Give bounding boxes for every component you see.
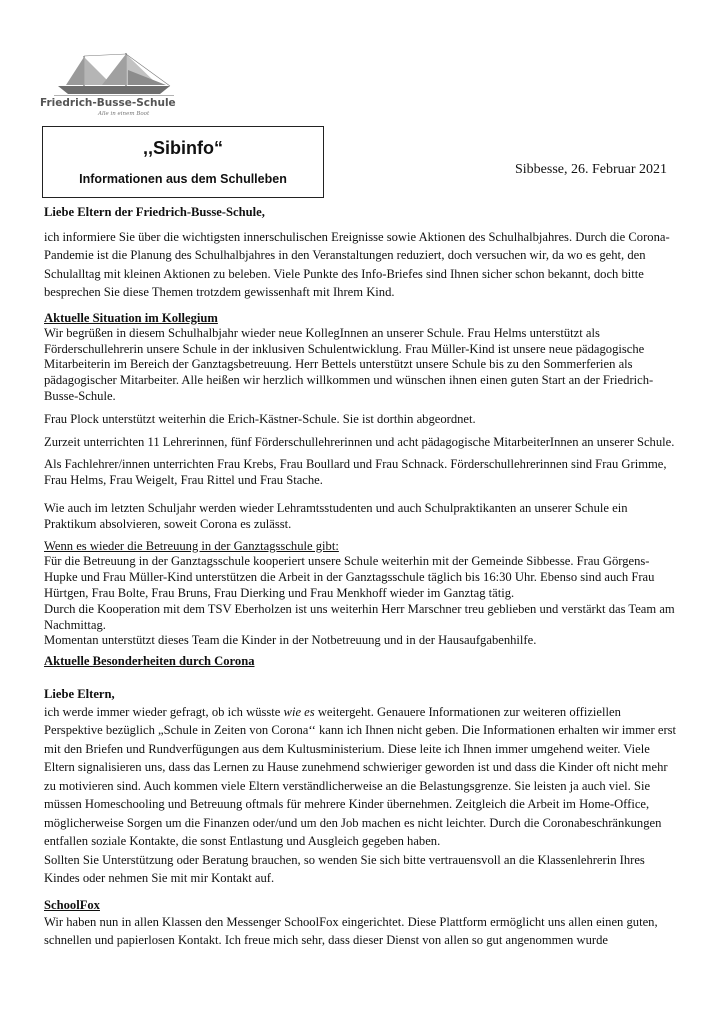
title-box — [42, 126, 324, 198]
school-name: Friedrich-Busse-Schule — [40, 97, 176, 109]
paragraph: Wir begrüßen in diesem Schulhalbjahr wieder neue KollegInnen an unserer Schule. Frau Helms unterstützt als Förderschullehrerin unsere Schule in der inklusiven Schulentwicklung. Frau Müller-Kind ist unsere neue pädagogische Mitarbeiterin im Bereich der Ganztagsbetreuung. Herr Bettels unterstützt unsere Schule bis zu den Sommerferien als pädagogischer Mitarbeiter. Alle heißen wir herzlich willkommen und wünschen ihnen einen guten Start an der Friedrich-Busse-Schule. — [44, 325, 654, 403]
sailboat-icon — [54, 52, 174, 96]
school-logo — [40, 52, 175, 122]
newsletter-title: ,,Sibinfo“ — [143, 138, 223, 158]
paragraph: Als Fachlehrer/innen unterrichten Frau Krebs, Frau Boullard und Frau Schnack. Förderschullehrerinnen sind Frau Grimme, Frau Helms, Frau Weigelt, Frau Rittel und Frau Stache. — [44, 457, 667, 488]
section-heading-corona: Aktuelle Besonderheiten durch Corona — [44, 654, 255, 669]
paragraph: Durch die Kooperation mit dem TSV Eberholzen ist uns weiterhin Herr Marschner treu geblieben und verstärkt das Team am Nachmittag. — [44, 601, 675, 632]
school-motto: Alle in einem Boot — [98, 111, 150, 117]
paragraph: Zurzeit unterrichten 11 Lehrerinnen, fünf Förderschullehrerinnen und acht pädagogische MitarbeiterInnen an unserer Schule. — [44, 434, 675, 449]
paragraph: Sollten Sie Unterstützung oder Beratung brauchen, so wenden Sie sich bitte vertrauensvoll an die Klassenlehrerin Ihres Kindes oder nehmen Sie mit mir Kontakt auf. — [44, 852, 645, 886]
paragraph: Wie auch im letzten Schuljahr werden wieder Lehramtsstudenten und auch Schulpraktikanten an unserer Schule ein Praktikum absolvieren, soweit Corona es zulässt. — [44, 500, 628, 531]
corona-greeting: Liebe Eltern, — [44, 687, 115, 702]
intro-paragraph: ich informiere Sie über die wichtigsten innerschulischen Ereignisse sowie Aktionen des Schulhalbjahres. Durch die Corona-Pandemie ist die Planung des Schulhalbjahres in den Veranstaltungen reduziert, doch versuchen wir, da wo es geht, den Schulalltag mit kleinen Aktionen zu beleben. Viele Punkte des Info-Briefes sind Ihnen sicher schon bekannt, doch bitte besprechen Sie diese Themen trotzdem gewissenhaft mit Ihrem Kind. — [44, 229, 670, 300]
section-heading-ganztag: Wenn es wieder die Betreuung in der Ganztagsschule gibt: — [44, 538, 339, 553]
paragraph: Wir haben nun in allen Klassen den Messenger SchoolFox eingerichtet. Diese Plattform ermöglicht uns allen einen guten, schnellen und papierlosen Kontakt. Ich freue mich sehr, dass dieser Dienst von allen so gut angenommen wurde — [44, 914, 658, 948]
newsletter-subtitle: Informationen aus dem Schulleben — [79, 172, 287, 186]
greeting: Liebe Eltern der Friedrich-Busse-Schule, — [44, 205, 265, 219]
paragraph: Frau Plock unterstützt weiterhin die Erich-Kästner-Schule. Sie ist dorthin abgeordnet. — [44, 411, 476, 426]
section-heading-schoolfox: SchoolFox — [44, 897, 100, 912]
section-heading-kollegium: Aktuelle Situation im Kollegium — [44, 310, 218, 325]
paragraph: ich werde immer wieder gefragt, ob ich wüsste wie es weitergeht. Genauere Informationen zur weiteren offiziellen Perspektive bezüglich „Schule in Zeiten von Corona‘‘ kann ich Ihnen nicht geben. Die Informationen erhalten wir immer erst mit den Briefen und Rundverfügungen aus dem Kultusministerium. Diese leite ich Ihnen immer umgehend weiter. Viele Eltern signalisieren uns, dass das Lernen zu Hause zunehmend schwieriger geworden ist und dass die Kinder oft nicht mehr zu motivieren sind. Auch kommen viele Eltern verständlicherweise an die Belastungsgrenze. Sie leisten ja auch viel. Sie müssen Homeschooling und Betreuung oftmals für mehrere Kinder übernehmen. Zeitgleich die Arbeit im Home-Office, möglicherweise Sorgen um die Finanzen oder/und um den Job machen es nicht leichter. Durch die Coronabeschränkungen entfallen soziale Kontakte, die sonst Entlastung und Ausgleich gegeben haben. — [44, 704, 677, 849]
letter-body — [44, 205, 682, 950]
dateline: Sibbesse, 26. Februar 2021 — [515, 162, 668, 177]
paragraph: Für die Betreuung in der Ganztagsschule kooperiert unsere Schule weiterhin mit der Gemeinde Sibbesse. Frau Görgens-Hupke und Frau Müller-Kind unterstützen die Arbeit in der Ganztagsschule täglich bis 16:30 Uhr. Ebenso sind auch Frau Hürtgen, Frau Bolte, Frau Bruns, Frau Dierking und Frau Menkhoff wieder im Ganztag tätig. — [44, 554, 655, 600]
paragraph: Momentan unterstützt dieses Team die Kinder in der Notbetreuung und in der Hausaufgabenhilfe. — [44, 633, 537, 648]
